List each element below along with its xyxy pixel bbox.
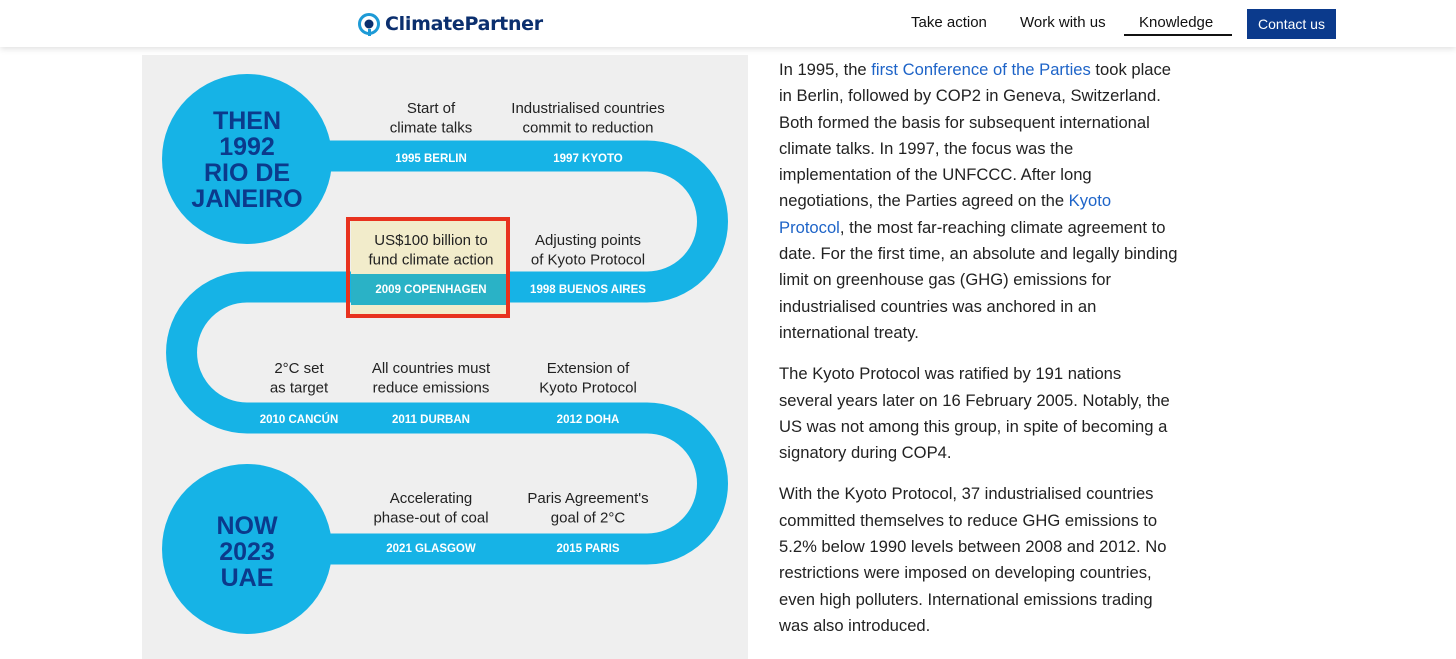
- circle-text-line: JANEIRO: [191, 185, 303, 213]
- milestone-description: Start of: [406, 100, 456, 117]
- milestone-description: US$100 billion to: [374, 232, 488, 249]
- milestone-description: Kyoto Protocol: [539, 379, 637, 397]
- circle-text-line: 1992: [219, 133, 275, 161]
- milestone-description: Extension of: [546, 360, 630, 377]
- nav-active-underline: [1124, 34, 1232, 36]
- circle-text-line: RIO DE: [203, 159, 291, 187]
- milestone-label: 2011 DURBAN: [392, 414, 470, 426]
- article-body: [779, 57, 1179, 654]
- site-header: [0, 0, 1456, 47]
- milestone-label: 2021 GLASGOW: [386, 543, 476, 555]
- nav-work-with-us[interactable]: Work with us: [1020, 14, 1106, 31]
- milestone-label: 2010 CANCÚN: [259, 414, 339, 426]
- milestone-label: 1995 BERLIN: [395, 153, 467, 165]
- logo-text: ClimatePartner: [385, 13, 543, 35]
- end-circle-now-2023: [162, 464, 332, 634]
- milestone-description: All countries must: [371, 360, 491, 377]
- milestone-description: Industrialised countries: [511, 100, 665, 117]
- milestone-description: of Kyoto Protocol: [530, 251, 646, 269]
- circle-text-line: NOW: [216, 512, 278, 540]
- milestone-description: fund climate action: [368, 251, 494, 269]
- milestone-description: reduce emissions: [372, 379, 490, 397]
- nav-take-action[interactable]: Take action: [911, 14, 987, 31]
- circle-text-line: THEN: [212, 107, 282, 135]
- circle-text-line: 2023: [219, 538, 275, 566]
- milestone-1998-buenos-aires: [530, 232, 646, 296]
- timeline-graphic: [142, 55, 748, 659]
- milestone-label: 2009 COPENHAGEN: [375, 284, 487, 296]
- milestone-2009-copenhagen: [368, 232, 493, 296]
- milestone-label: 2012 DOHA: [556, 414, 620, 426]
- milestone-description: 2°C set: [274, 360, 324, 377]
- milestone-2021-glasgow: [373, 490, 488, 555]
- milestone-description: commit to reduction: [522, 119, 654, 137]
- milestone-label: 1997 KYOTO: [553, 153, 623, 165]
- start-circle-then-1992: [162, 74, 332, 244]
- milestone-1995-berlin: [390, 100, 473, 165]
- link-kyoto-protocol[interactable]: Kyoto Protocol: [779, 191, 1112, 237]
- nav-knowledge[interactable]: Knowledge: [1139, 14, 1214, 31]
- milestone-description: Paris Agreement's: [527, 490, 649, 507]
- link-first-conference-of-the-parties[interactable]: first Conference of the Parties: [871, 60, 1091, 79]
- article-paragraph-3: With the Kyoto Protocol, 37 industrialised countries committed themselves to reduce GHG emissions to 5.2% below 1990 levels between 2008 and 2012. No restrictions were imposed on developing countries, even high polluters. International emissions trading was also introduced.: [779, 484, 1167, 635]
- article-paragraph-2: The Kyoto Protocol was ratified by 191 nations several years later on 16 February 2005. Notably, the US was not among this group, in spite of becoming a signatory during COP4.: [779, 364, 1170, 463]
- milestone-label: 2015 PARIS: [556, 543, 620, 555]
- milestone-2010-canc-n: [260, 360, 339, 426]
- climatepartner-logo[interactable]: [357, 10, 543, 38]
- milestone-description: Accelerating: [389, 490, 473, 507]
- milestone-description: climate talks: [389, 119, 473, 137]
- article-paragraph-1: In 1995, the first Conference of the Parties took place in Berlin, followed by COP2 in Geneva, Switzerland. Both formed the basis for subsequent international climate talks. In 1997, the focus was the implementation of the UNFCCC. After long negotiations, the Parties agreed on the Kyoto Protocol, the most far-reaching climate agreement to date. For the first time, an absolute and legally binding limit on greenhouse gas (GHG) emissions for industrialised countries was anchored in an international treaty.: [779, 60, 1178, 342]
- climatepartner-logo-icon: [357, 12, 381, 36]
- cop-timeline-infographic: [142, 55, 748, 659]
- contact-us-button[interactable]: Contact us: [1247, 9, 1336, 39]
- milestone-description: goal of 2°C: [550, 509, 626, 527]
- milestone-label: 1998 BUENOS AIRES: [530, 284, 646, 296]
- milestone-description: as target: [269, 379, 329, 397]
- circle-text-line: UAE: [220, 564, 274, 592]
- milestone-description: Adjusting points: [535, 232, 641, 249]
- milestone-description: phase-out of coal: [373, 509, 489, 527]
